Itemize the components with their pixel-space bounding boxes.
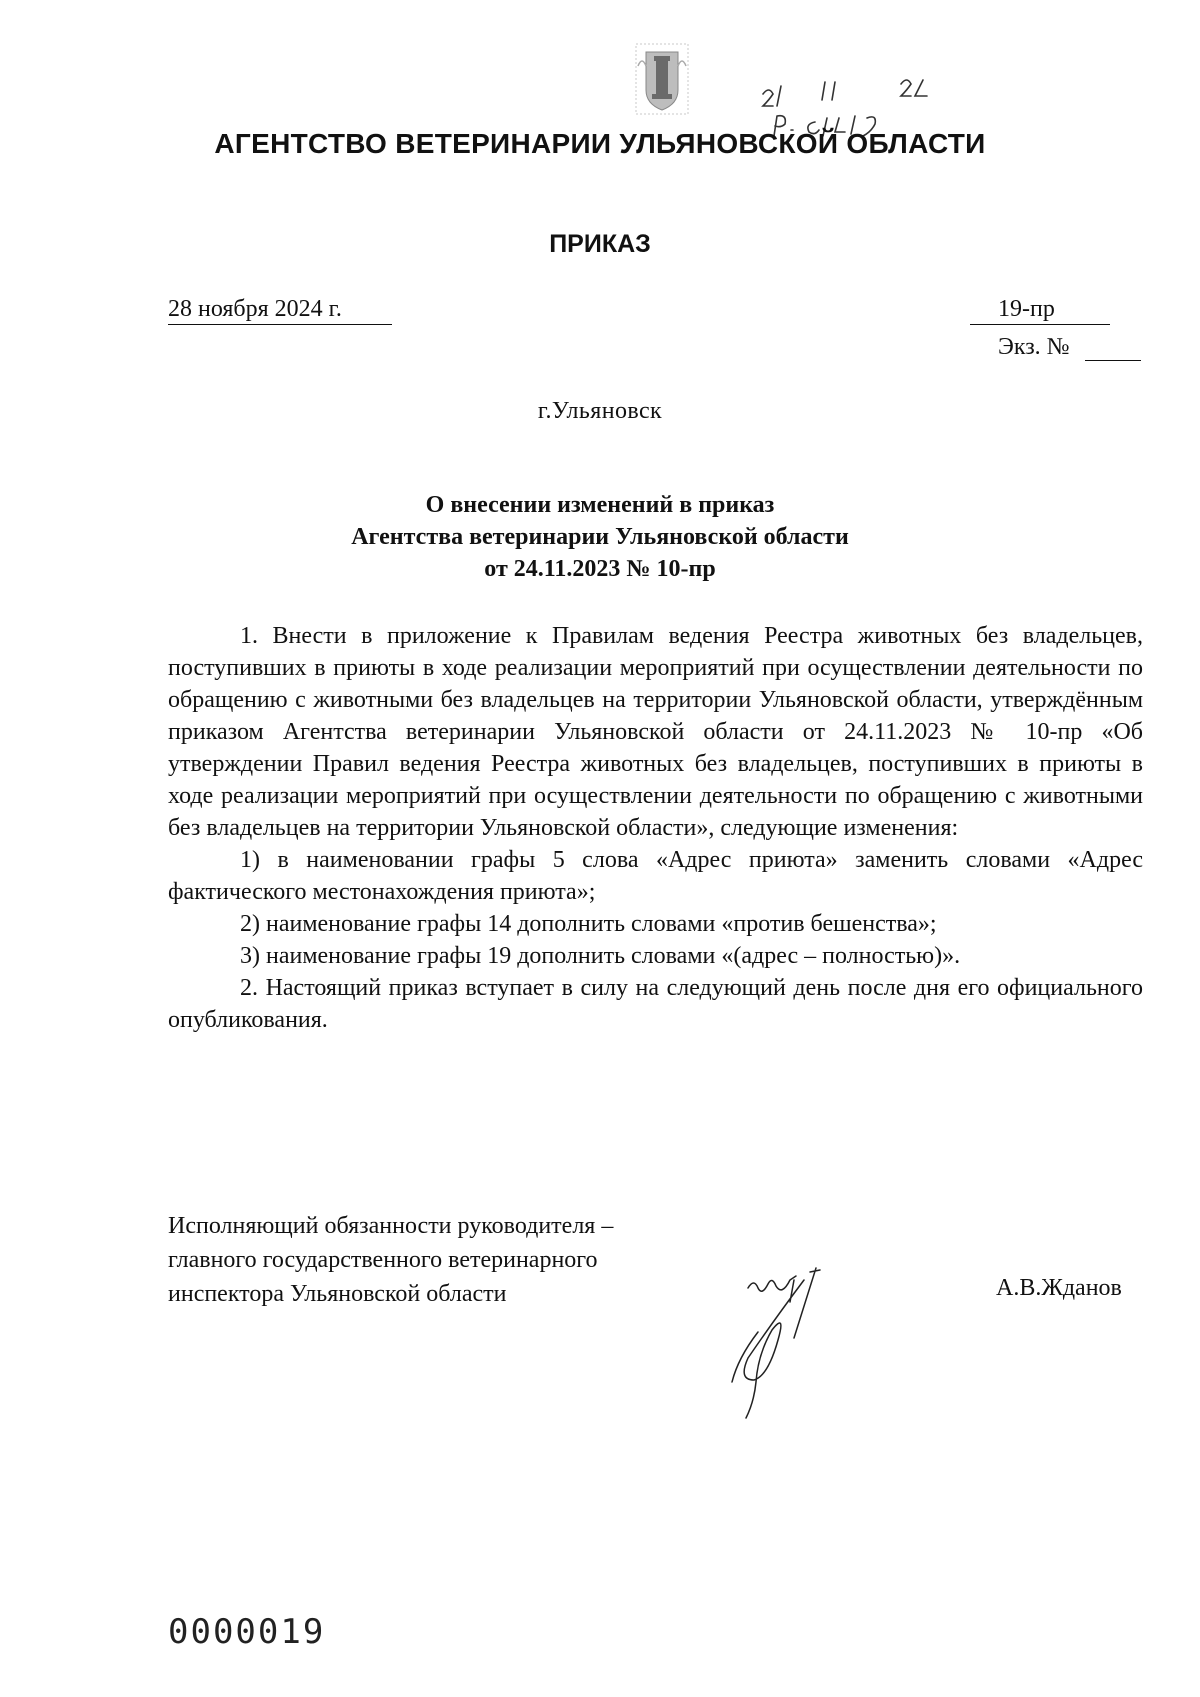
registration-number: 0000019: [168, 1612, 326, 1652]
title-line-1: О внесении изменений в приказ: [425, 492, 775, 518]
document-type: ПРИКАЗ: [549, 230, 651, 258]
number-underline: [970, 324, 1110, 325]
city: г.Ульяновск: [537, 398, 663, 424]
document-body: [168, 620, 1143, 1036]
document-title: [0, 489, 1200, 585]
title-line-3: от 24.11.2023 № 10-пр: [484, 556, 716, 582]
handwritten-signature-icon: [718, 1262, 888, 1432]
signer-position-line-2: главного государственного ветеринарного: [168, 1247, 598, 1273]
agency-name: АГЕНТСТВО ВЕТЕРИНАРИИ УЛЬЯНОВСКОЙ ОБЛАСТИ: [214, 128, 986, 159]
coat-of-arms-emblem-icon: [632, 38, 692, 118]
signer-name: А.В.Жданов: [996, 1275, 1122, 1301]
document-number: 19-пр: [998, 296, 1055, 322]
paragraph-2: 2. Настоящий приказ вступает в силу на следующий день после дня его официального опубликования.: [168, 975, 1143, 1033]
paragraph-1: 1. Внести в приложение к Правилам ведения Реестра животных без владельцев, поступивших в приюты в ходе реализации мероприятий при осуществлении деятельности по обращению с животными без владельцев на территории Ульяновской области, утверждённым приказом Агентства ветеринарии Ульяновской области от 24.11.2023 № 10-пр «Об утверждении Правил ведения Реестра животных без владельцев, поступивших в приюты в ходе реализации мероприятий при осуществлении деятельности по обращению с животными без владельцев на территории Ульяновской области», следующие изменения:: [168, 623, 1143, 841]
title-line-2: Агентства ветеринарии Ульяновской области: [351, 524, 849, 550]
paragraph-1-item-1: 1) в наименовании графы 5 слова «Адрес приюта» заменить словами «Адрес фактического местонахождения приюта»;: [168, 847, 1143, 905]
document-date: 28 ноября 2024 г.: [168, 296, 342, 322]
date-underline: [168, 324, 392, 325]
paragraph-1-item-3: 3) наименование графы 19 дополнить словами «(адрес – полностью)».: [240, 943, 961, 969]
copy-number-underline: [1085, 360, 1141, 361]
signer-position-line-1: Исполняющий обязанности руководителя –: [168, 1213, 614, 1239]
signer-position-line-3: инспектора Ульяновской области: [168, 1281, 507, 1307]
paragraph-1-item-2: 2) наименование графы 14 дополнить словами «против бешенства»;: [240, 911, 937, 937]
copy-number-label: Экз. №: [998, 334, 1070, 360]
signer-position: [168, 1209, 728, 1311]
